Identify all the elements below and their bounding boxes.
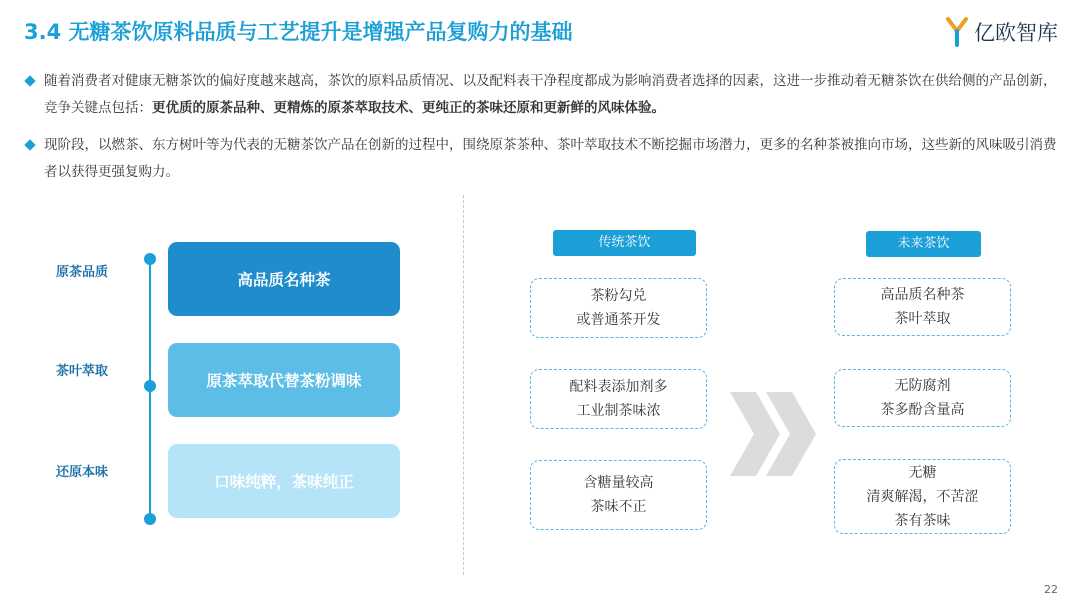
box-line: 茶有茶味 [894, 512, 951, 529]
timeline-dot [144, 380, 156, 392]
box-line: 茶粉勾兑 [590, 288, 647, 304]
traditional-box [530, 460, 707, 530]
box-line: 工业制茶味浓 [576, 403, 661, 419]
bullet-item [26, 132, 1062, 186]
dashed-divider [463, 195, 464, 575]
future-box [834, 278, 1011, 336]
diamond-bullet-icon [24, 75, 35, 86]
traditional-tea-header: 传统茶饮 [553, 230, 696, 256]
box-line: 高品质名种茶 [880, 287, 965, 303]
bullet-text-normal: 随着消费者对健康无糖茶饮的偏好度越来越高，茶饮的原料品质情况、以及配料表干净程度都成为影响消费者选择的因素，这进一步推动着无糖茶饮在供给侧的产品创新，竞争关键点包括： [44, 73, 1057, 116]
chevron-right-icon [728, 392, 820, 476]
side-label-quality: 原茶品质 [56, 265, 109, 280]
future-box [834, 459, 1011, 534]
box-line: 茶叶萃取 [894, 311, 951, 327]
side-label-taste: 还原本味 [56, 465, 109, 480]
pill-quality: 高品质名种茶 [168, 242, 400, 316]
timeline-dot [144, 253, 156, 265]
future-tea-header: 未来茶饮 [866, 231, 981, 257]
diamond-bullet-icon [24, 139, 35, 150]
side-label-extraction: 茶叶萃取 [56, 364, 109, 379]
box-line: 配料表添加剂多 [569, 379, 668, 395]
box-line: 茶多酚含量高 [880, 402, 965, 418]
bullet-text [44, 68, 1062, 122]
traditional-box [530, 369, 707, 429]
box-line: 或普通茶开发 [576, 312, 661, 328]
pill-taste: 口味纯粹，茶味纯正 [168, 444, 400, 518]
bullet-text-bold: 更优质的原茶品种、更精炼的原茶萃取技术、更纯正的茶味还原和更新鲜的风味体验。 [152, 100, 665, 116]
box-line: 茶味不正 [590, 499, 647, 515]
bullet-text [44, 132, 1062, 186]
logo-text: 亿欧智库 [974, 21, 1058, 45]
traditional-box [530, 278, 707, 338]
box-line: 无糖 [908, 464, 937, 481]
yiou-logo-icon [946, 17, 968, 47]
page-number: 22 [1044, 583, 1058, 596]
page-title: 3.4 无糖茶饮原料品质与工艺提升是增强产品复购力的基础 [24, 20, 573, 44]
bullet-item [26, 68, 1062, 122]
bullet-text-normal: 现阶段，以燃茶、东方树叶等为代表的无糖茶饮产品在创新的过程中，围绕原茶茶种、茶叶萃取技术不断挖掘市场潜力，更多的名种茶被推向市场，这些新的风味吸引消费者以获得更强复购力。 [44, 137, 1057, 180]
box-line: 含糖量较高 [583, 475, 654, 491]
timeline-dot [144, 513, 156, 525]
box-line: 无防腐剂 [894, 378, 951, 394]
box-line: 清爽解渴，不苦涩 [866, 488, 979, 505]
pill-extraction: 原茶萃取代替茶粉调味 [168, 343, 400, 417]
future-box [834, 369, 1011, 427]
logo [946, 14, 1058, 50]
